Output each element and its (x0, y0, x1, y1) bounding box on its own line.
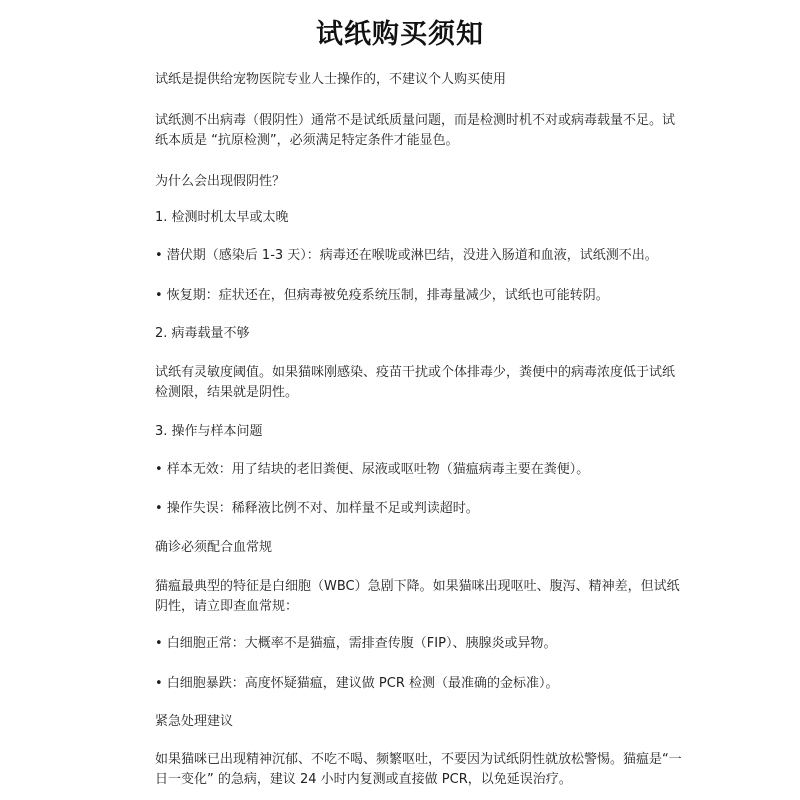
text-line: 试纸有灵敏度阈值。如果猫咪刚感染、疫苗干扰或个体排毒少，粪便中的病毒浓度低于试纸 (155, 365, 676, 380)
text-line: 如果猫咪已出现精神沉郁、不吃不喝、频繁呕吐，不要因为试纸阴性就放松警惕。猫瘟是“一 (155, 752, 682, 767)
document-title: 试纸购买须知 (316, 19, 484, 50)
bullet-item: • 操作失误：稀释液比例不对、加样量不足或判读超时。 (155, 501, 479, 516)
text-line: 纸本质是 “抗原检测”，必须满足特定条件才能显色。 (155, 133, 459, 148)
bullet-item: • 恢复期：症状还在，但病毒被免疫系统压制，排毒量减少，试纸也可能转阴。 (155, 288, 609, 303)
section-heading: 2. 病毒载量不够 (155, 326, 250, 341)
text-line: 猫瘟最典型的特征是白细胞（WBC）急剧下降。如果猫咪出现呕吐、腹泻、精神差，但试纸 (155, 579, 680, 594)
text-line: 试纸是提供给宠物医院专业人士操作的，不建议个人购买使用 (155, 72, 507, 87)
text-line: 日一变化” 的急病，建议 24 小时内复测或直接做 PCR，以免延误治疗。 (155, 772, 572, 787)
section-heading: 确诊必须配合血常规 (155, 540, 273, 555)
bullet-item: • 白细胞正常：大概率不是猫瘟，需排查传腹（FIP）、胰腺炎或异物。 (155, 636, 557, 651)
text-line: 检测限，结果就是阴性。 (155, 385, 299, 400)
bullet-item: • 样本无效：用了结块的老旧粪便、尿液或呕吐物（猫瘟病毒主要在粪便）。 (155, 462, 590, 477)
bullet-item: • 潜伏期（感染后 1-3 天）：病毒还在喉咙或淋巴结，没进入肠道和血液，试纸测不出。 (155, 248, 658, 263)
section-heading: 为什么会出现假阴性？ (155, 174, 286, 189)
section-heading: 1. 检测时机太早或太晚 (155, 210, 289, 225)
section-heading: 3. 操作与样本问题 (155, 424, 263, 439)
text-line: 试纸测不出病毒（假阴性）通常不是试纸质量问题，而是检测时机不对或病毒载量不足。试 (155, 113, 676, 128)
section-heading: 紧急处理建议 (155, 714, 234, 729)
text-line: 阴性，请立即查血常规： (155, 599, 299, 614)
bullet-item: • 白细胞暴跌：高度怀疑猫瘟，建议做 PCR 检测（最准确的金标准）。 (155, 676, 559, 691)
